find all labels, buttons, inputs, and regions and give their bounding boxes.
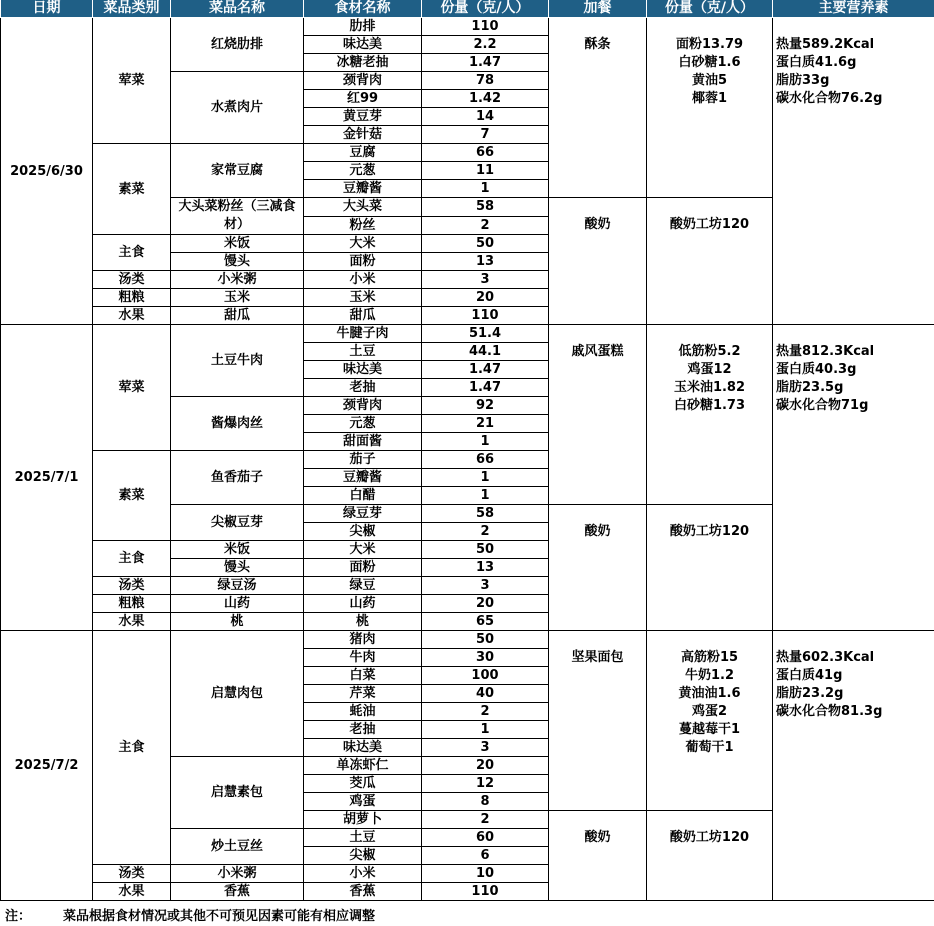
ingredient-qty: 14	[422, 108, 549, 126]
ingredient-name: 绿豆	[304, 577, 422, 595]
header-dish: 菜品名称	[171, 0, 304, 18]
nutrition-line: 热量602.3Kcal	[776, 650, 875, 665]
ingredient-qty: 3	[422, 577, 549, 595]
ingredient-qty: 13	[422, 253, 549, 271]
category-cell: 粗粮	[93, 595, 171, 613]
snack-qty	[647, 811, 773, 901]
ingredient-qty: 3	[422, 271, 549, 289]
snack-label: 坚果面包	[571, 650, 624, 665]
ingredient-name: 小米	[304, 271, 422, 289]
snack-qty-line: 鸡蛋12	[687, 362, 732, 377]
dish-name: 大头菜粉丝（三减食材）	[171, 198, 304, 235]
ingredient-name: 肋排	[304, 18, 422, 36]
dish-name: 米饭	[171, 235, 304, 253]
ingredient-name: 香蕉	[304, 883, 422, 901]
date-cell: 2025/6/30	[1, 18, 93, 325]
ingredient-name: 胡萝卜	[304, 811, 422, 829]
ingredient-qty: 60	[422, 829, 549, 847]
nutrition-line: 蛋白质41.6g	[776, 55, 857, 70]
ingredient-qty: 2.2	[422, 36, 549, 54]
snack-name	[549, 18, 647, 198]
ingredient-qty: 10	[422, 865, 549, 883]
ingredient-qty: 110	[422, 18, 549, 36]
ingredient-name: 牛腱子肉	[304, 325, 422, 343]
snack-qty-line: 黄油油1.6	[678, 686, 741, 701]
header-ingredient: 食材名称	[304, 0, 422, 18]
snack-label: 酸奶	[584, 830, 611, 845]
ingredient-qty: 20	[422, 595, 549, 613]
category-cell: 主食	[93, 541, 171, 577]
ingredient-qty: 11	[422, 162, 549, 180]
ingredient-name: 猪肉	[304, 631, 422, 649]
header-qty: 份量（克/人）	[422, 0, 549, 18]
ingredient-name: 黄豆芽	[304, 108, 422, 126]
ingredient-name: 大米	[304, 541, 422, 559]
category-cell: 汤类	[93, 271, 171, 289]
snack-qty-line: 面粉13.79	[675, 37, 744, 52]
snack-qty-line: 酸奶工坊120	[669, 217, 750, 232]
ingredient-qty: 66	[422, 451, 549, 469]
ingredient-name: 土豆	[304, 829, 422, 847]
ingredient-qty: 1	[422, 433, 549, 451]
category-cell: 素菜	[93, 144, 171, 235]
ingredient-qty: 6	[422, 847, 549, 865]
ingredient-name: 大头菜	[304, 198, 422, 217]
category-cell: 水果	[93, 883, 171, 901]
footnote-label: 注：	[5, 909, 32, 924]
ingredient-qty: 44.1	[422, 343, 549, 361]
ingredient-name: 红99	[304, 90, 422, 108]
ingredient-qty: 58	[422, 505, 549, 523]
nutrition-line: 脂肪33g	[776, 73, 830, 88]
ingredient-name: 芹菜	[304, 685, 422, 703]
ingredient-qty: 13	[422, 559, 549, 577]
header-extra-qty: 份量（克/人）	[647, 0, 773, 18]
dish-name: 香蕉	[171, 883, 304, 901]
category-cell: 素菜	[93, 451, 171, 541]
snack-qty-line: 白砂糖1.73	[673, 398, 746, 413]
ingredient-qty: 1.47	[422, 54, 549, 72]
ingredient-qty: 50	[422, 541, 549, 559]
category-cell: 水果	[93, 307, 171, 325]
ingredient-name: 面粉	[304, 253, 422, 271]
ingredient-name: 小米	[304, 865, 422, 883]
ingredient-qty: 1	[422, 487, 549, 505]
ingredient-qty: 30	[422, 649, 549, 667]
category-cell: 荤菜	[93, 18, 171, 144]
ingredient-name: 茄子	[304, 451, 422, 469]
ingredient-qty: 1	[422, 180, 549, 198]
ingredient-qty: 1	[422, 469, 549, 487]
dish-name: 山药	[171, 595, 304, 613]
ingredient-qty: 1.42	[422, 90, 549, 108]
ingredient-qty: 20	[422, 757, 549, 775]
ingredient-qty: 7	[422, 126, 549, 144]
dish-name: 酱爆肉丝	[171, 397, 304, 451]
ingredient-qty: 78	[422, 72, 549, 90]
ingredient-name: 绿豆芽	[304, 505, 422, 523]
snack-qty-line: 低筋粉5.2	[678, 344, 741, 359]
ingredient-name: 牛肉	[304, 649, 422, 667]
ingredient-qty: 50	[422, 631, 549, 649]
footnote	[5, 905, 375, 924]
dish-name: 米饭	[171, 541, 304, 559]
ingredient-qty: 8	[422, 793, 549, 811]
dish-name: 家常豆腐	[171, 144, 304, 198]
table-row	[1, 631, 934, 649]
header-date: 日期	[1, 0, 93, 18]
ingredient-name: 大米	[304, 235, 422, 253]
header-row	[1, 0, 934, 18]
ingredient-name: 单冻虾仁	[304, 757, 422, 775]
snack-qty-line: 椰蓉1	[691, 91, 728, 106]
ingredient-qty: 1.47	[422, 379, 549, 397]
ingredient-name: 冰糖老抽	[304, 54, 422, 72]
ingredient-name: 白醋	[304, 487, 422, 505]
dish-name: 小米粥	[171, 271, 304, 289]
snack-qty-line: 玉米油1.82	[673, 380, 746, 395]
ingredient-qty: 58	[422, 198, 549, 217]
ingredient-name: 山药	[304, 595, 422, 613]
header-category: 菜品类别	[93, 0, 171, 18]
ingredient-name: 蚝油	[304, 703, 422, 721]
snack-qty-line: 高筋粉15	[680, 650, 739, 665]
ingredient-name: 白菜	[304, 667, 422, 685]
ingredient-name: 甜瓜	[304, 307, 422, 325]
date-cell: 2025/7/2	[1, 631, 93, 901]
ingredient-name: 味达美	[304, 739, 422, 757]
nutrition-cell	[773, 18, 934, 325]
dish-name: 馒头	[171, 253, 304, 271]
ingredient-qty: 2	[422, 523, 549, 541]
dish-name: 桃	[171, 613, 304, 631]
snack-qty-line: 白砂糖1.6	[678, 55, 741, 70]
table-row	[1, 18, 934, 36]
ingredient-qty: 100	[422, 667, 549, 685]
snack-label: 酸奶	[584, 217, 611, 232]
dish-name: 甜瓜	[171, 307, 304, 325]
ingredient-qty: 66	[422, 144, 549, 162]
category-cell: 荤菜	[93, 325, 171, 451]
dish-name: 红烧肋排	[171, 18, 304, 72]
snack-qty-line: 葡萄干1	[685, 740, 734, 755]
ingredient-qty: 1	[422, 721, 549, 739]
ingredient-qty: 51.4	[422, 325, 549, 343]
ingredient-qty: 92	[422, 397, 549, 415]
ingredient-name: 金针菇	[304, 126, 422, 144]
ingredient-qty: 2	[422, 216, 549, 235]
snack-label: 酥条	[584, 37, 611, 52]
ingredient-qty: 110	[422, 307, 549, 325]
ingredient-qty: 12	[422, 775, 549, 793]
snack-qty-line: 黄油5	[691, 73, 728, 88]
dish-name: 尖椒豆芽	[171, 505, 304, 541]
ingredient-name: 尖椒	[304, 523, 422, 541]
nutrition-line: 热量812.3Kcal	[776, 344, 875, 359]
snack-qty	[647, 325, 773, 505]
snack-qty	[647, 198, 773, 325]
ingredient-qty: 3	[422, 739, 549, 757]
snack-qty-line: 酸奶工坊120	[669, 830, 750, 845]
nutrition-cell	[773, 325, 934, 631]
dish-name: 启慧素包	[171, 757, 304, 829]
ingredient-name: 颈背肉	[304, 397, 422, 415]
ingredient-name: 元葱	[304, 415, 422, 433]
category-cell: 粗粮	[93, 289, 171, 307]
ingredient-qty: 40	[422, 685, 549, 703]
category-cell: 主食	[93, 631, 171, 865]
ingredient-name: 桃	[304, 613, 422, 631]
dish-name: 水煮肉片	[171, 72, 304, 144]
table-row	[1, 325, 934, 343]
ingredient-qty: 2	[422, 703, 549, 721]
ingredient-name: 茭瓜	[304, 775, 422, 793]
ingredient-name: 豆瓣酱	[304, 469, 422, 487]
nutrition-line: 碳水化合物81.3g	[776, 704, 883, 719]
header-extra: 加餐	[549, 0, 647, 18]
nutrition-line: 蛋白质40.3g	[776, 362, 857, 377]
ingredient-qty: 21	[422, 415, 549, 433]
category-cell: 汤类	[93, 577, 171, 595]
header-nutrition: 主要营养素	[773, 0, 934, 18]
nutrition-line: 碳水化合物71g	[776, 398, 869, 413]
snack-name	[549, 811, 647, 901]
dish-name: 小米粥	[171, 865, 304, 883]
nutrition-line: 脂肪23.5g	[776, 380, 844, 395]
dish-name: 鱼香茄子	[171, 451, 304, 505]
nutrition-line: 热量589.2Kcal	[776, 37, 875, 52]
ingredient-name: 粉丝	[304, 216, 422, 235]
snack-qty	[647, 505, 773, 631]
dish-name: 绿豆汤	[171, 577, 304, 595]
footnote-text: 菜品根据食材情况或其他不可预见因素可能有相应调整	[63, 909, 376, 924]
snack-name	[549, 325, 647, 505]
ingredient-qty: 65	[422, 613, 549, 631]
dish-name: 启慧肉包	[171, 631, 304, 757]
dish-name: 馒头	[171, 559, 304, 577]
ingredient-name: 老抽	[304, 379, 422, 397]
ingredient-name: 味达美	[304, 361, 422, 379]
ingredient-name: 豆腐	[304, 144, 422, 162]
snack-label: 戚风蛋糕	[571, 344, 624, 359]
snack-name	[549, 198, 647, 325]
ingredient-name: 玉米	[304, 289, 422, 307]
ingredient-name: 土豆	[304, 343, 422, 361]
snack-name	[549, 505, 647, 631]
nutrition-line: 蛋白质41g	[776, 668, 843, 683]
ingredient-name: 颈背肉	[304, 72, 422, 90]
snack-qty	[647, 18, 773, 198]
category-cell: 汤类	[93, 865, 171, 883]
ingredient-name: 老抽	[304, 721, 422, 739]
ingredient-qty: 50	[422, 235, 549, 253]
category-cell: 水果	[93, 613, 171, 631]
date-cell: 2025/7/1	[1, 325, 93, 631]
snack-qty-line: 蔓越莓干1	[678, 722, 741, 737]
nutrition-line: 脂肪23.2g	[776, 686, 844, 701]
ingredient-name: 甜面酱	[304, 433, 422, 451]
ingredient-name: 元葱	[304, 162, 422, 180]
ingredient-qty: 2	[422, 811, 549, 829]
dish-name: 炒土豆丝	[171, 829, 304, 865]
ingredient-qty: 110	[422, 883, 549, 901]
ingredient-name: 尖椒	[304, 847, 422, 865]
nutrition-cell	[773, 631, 934, 901]
ingredient-name: 鸡蛋	[304, 793, 422, 811]
ingredient-name: 面粉	[304, 559, 422, 577]
snack-qty-line: 牛奶1.2	[684, 668, 735, 683]
ingredient-name: 豆瓣酱	[304, 180, 422, 198]
nutrition-line: 碳水化合物76.2g	[776, 91, 883, 106]
ingredient-qty: 1.47	[422, 361, 549, 379]
snack-name	[549, 631, 647, 811]
ingredient-qty: 20	[422, 289, 549, 307]
snack-label: 酸奶	[584, 524, 611, 539]
snack-qty-line: 酸奶工坊120	[669, 524, 750, 539]
dish-name: 土豆牛肉	[171, 325, 304, 397]
dish-name: 玉米	[171, 289, 304, 307]
snack-qty-line: 鸡蛋2	[691, 704, 728, 719]
snack-qty	[647, 631, 773, 811]
ingredient-name: 味达美	[304, 36, 422, 54]
category-cell: 主食	[93, 235, 171, 271]
